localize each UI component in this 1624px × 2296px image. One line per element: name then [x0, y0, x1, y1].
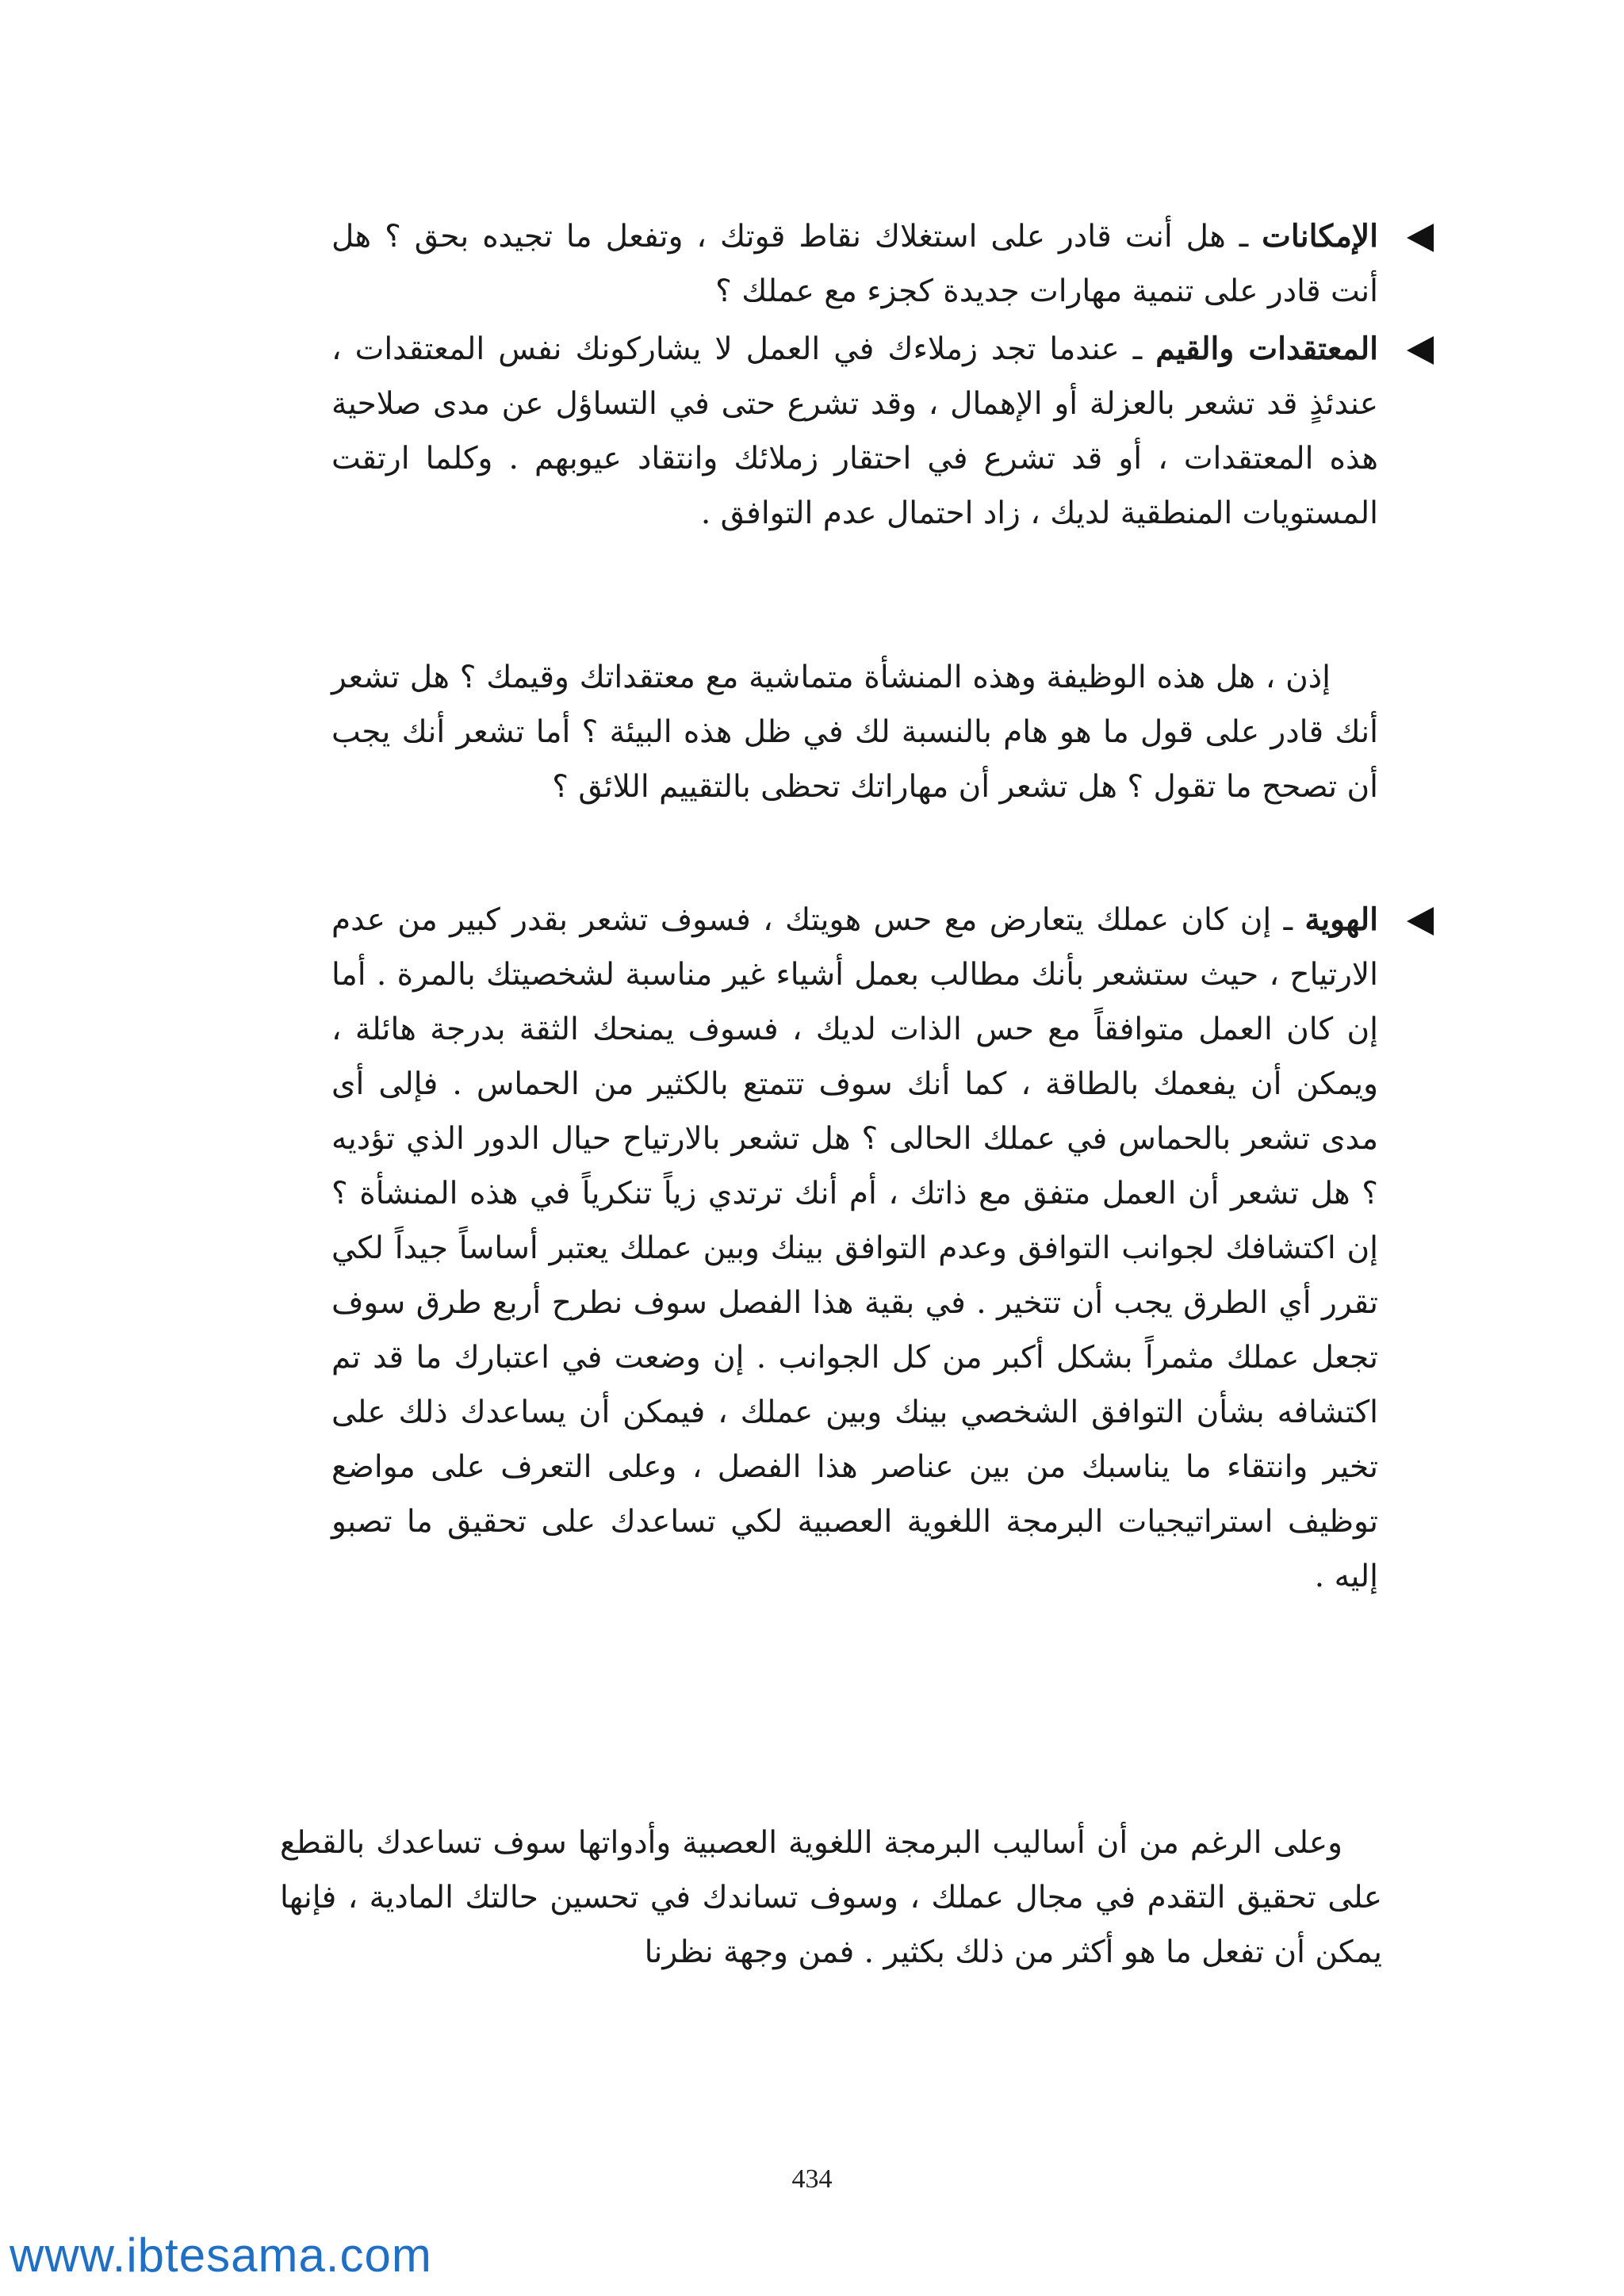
closing-paragraph: وعلى الرغم من أن أساليب البرمجة اللغوية العصبية وأدواتها سوف تساعدك بالقطع على تحقيق التقدم في مجال عملك ، وسوف تساندك في تحسين حالتك المادية ، فإنها يمكن أن تفعل ما هو أكثر من ذلك بكثير . فمن وجهة نظرنا	[280, 1825, 1382, 1970]
bullet-title: الهوية	[1304, 901, 1378, 938]
watermark-link[interactable]: www.ibtesama.com	[10, 2229, 432, 2282]
bullet-capabilities	[331, 209, 1378, 319]
values-question-paragraph: إذن ، هل هذه الوظيفة وهذه المنشأة متماشية مع معتقداتك وقيمك ؟ هل تشعر أنك قادر على قول ما هو هام بالنسبة لك في ظل هذه البيئة ؟ أما تشعر أنك يجب أن تصحح ما تقول ؟ هل تشعر أن مهاراتك تحظى بالتقييم اللائق ؟	[331, 660, 1378, 805]
bullet-text: ـ إن كان عملك يتعارض مع حس هويتك ، فسوف تشعر بقدر كبير من عدم الارتياح ، حيث ستشعر بأنك مطالب بعمل أشياء غير مناسبة لشخصيتك بالمرة . أما إن كان العمل متوافقاً مع حس الذات لديك ، فسوف يمنحك الثقة بدرجة هائلة ، ويمكن أن يفعمك بالطاقة ، كما أنك سوف تتمتع بالكثير من الحماس . فإلى أى مدى تشعر بالحماس في عملك الحالى ؟ هل تشعر بالارتياح حيال الدور الذي تؤديه ؟ هل تشعر أن العمل متفق مع ذاتك ، أم أنك ترتدي زياً تنكرياً في هذه المنشأة ؟ إن اكتشافك لجوانب التوافق وعدم التوافق بينك وبين عملك يعتبر أساساً جيداً لكي تقرر أي الطرق يجب أن تتخير . في بقية هذا الفصل سوف نطرح أربع طرق سوف تجعل عملك مثمراً بشكل أكبر من كل الجوانب . إن وضعت في اعتبارك ما قد تم اكتشافه بشأن التوافق الشخصي بينك وبين عملك ، فيمكن أن يساعدك ذلك على تخير وانتقاء ما يناسبك من بين عناصر هذا الفصل ، وعلى التعرف على مواضع توظيف استراتيجيات البرمجة اللغوية العصبية لكي تساعدك على تحقيق ما تصبو إليه .	[331, 902, 1378, 1594]
bullet-title: الإمكانات	[1262, 218, 1378, 254]
page-number: 434	[791, 2164, 833, 2194]
bullet-arrow-icon	[1407, 224, 1434, 252]
bullet-text: ـ عندما تجد زملاءك في العمل لا يشاركونك نفس المعتقدات ، عندئذٍ قد تشعر بالعزلة أو الإهمال ، وقد تشرع حتى في التساؤل عن مدى صلاحية هذه المعتقدات ، أو قد تشرع في احتقار زملائك وانتقاد عيوبهم . وكلما ارتقت المستويات المنطقية لديك ، زاد احتمال عدم التوافق .	[331, 331, 1378, 531]
bullet-identity	[331, 893, 1378, 1604]
bullet-text: ـ هل أنت قادر على استغلاك نقاط قوتك ، وتفعل ما تجيده بحق ؟ هل أنت قادر على تنمية مهارات جديدة كجزء مع عملك ؟	[331, 219, 1378, 309]
bullet-beliefs-values	[331, 322, 1378, 541]
bullet-title: المعتقدات والقيم	[1155, 331, 1378, 367]
bullet-arrow-icon	[1407, 907, 1434, 936]
bullet-arrow-icon	[1407, 336, 1434, 365]
